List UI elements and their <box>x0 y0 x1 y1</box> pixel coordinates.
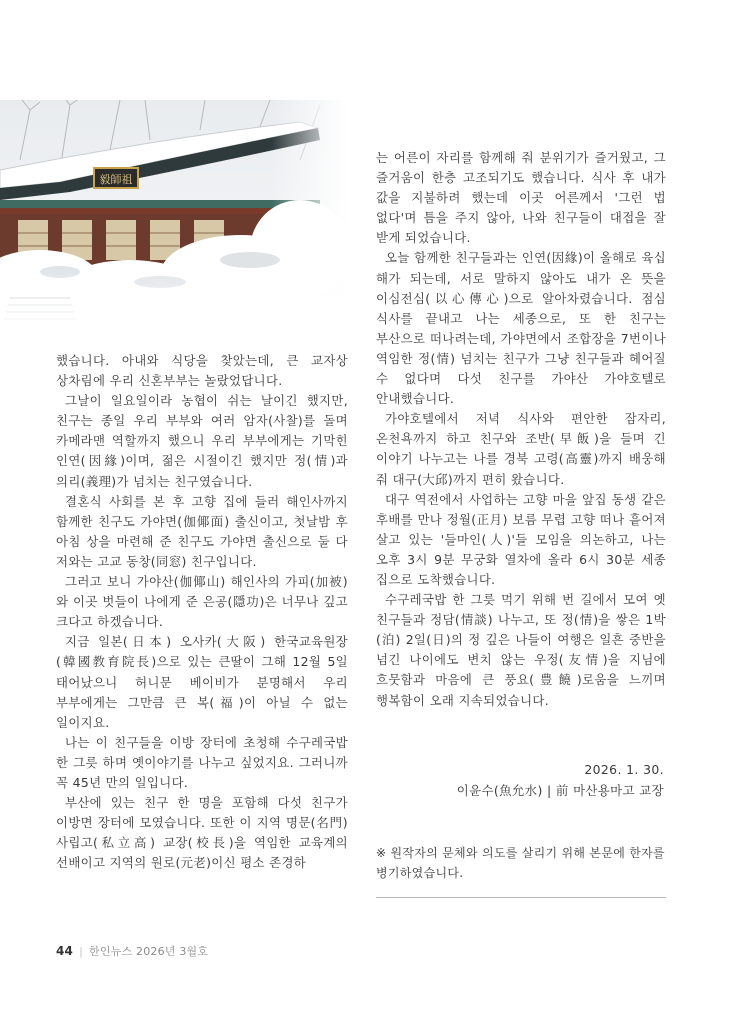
paragraph: 는 어른이 자리를 함께해 줘 분위기가 즐거웠고, 그 즐거움이 한층 고조되기도 했습니다. 식사 후 내가 값을 지불하려 했는데 이곳 어른께서 '그런 법 없다'며 틈을 주지 않아, 나와 친구들이 대접을 잘 받게 되었습니다. <box>376 150 666 246</box>
article-date: 2026. 1. 30. <box>584 762 664 777</box>
note-divider <box>376 897 666 898</box>
paragraph: 수구레국밥 한 그릇 먹기 위해 번 길에서 모여 옛 친구들과 정담(情談) 나누고, 또 정(情)을 쌓은 1박(泊) 2일(日)의 정 깊은 나들이 여행은 일흔 중반을 넘긴 나이에도 변치 않는 우정(友情)을 지님에 흐뭇함과 마음에 큰 풍요(豊饒)로움을 느끼며 행복함이 오래 지속되었습니다. <box>376 592 666 708</box>
temple-winter-photo <box>0 100 348 330</box>
paragraph: 나는 이 친구들을 이방 장터에 초청해 수구레국밥 한 그릇 하며 옛이야기를 나누고 싶었지요. 그러니까 꼭 45년 만의 일입니다. <box>56 734 348 790</box>
paragraph: 지금 일본(日本) 오사카(大阪) 한국교육원장(韓國教育院長)으로 있는 큰딸이 그해 12월 5일 태어났으니 허니문 베이비가 분명해서 우리 부부에게는 그만큼 큰 복(福)이 아닐 수 없는 일이지요. <box>56 634 348 730</box>
paragraph: 그날이 일요일이라 농협이 쉬는 날이긴 했지만, 친구는 종일 우리 부부와 여러 암자(사찰)를 돌며 카메라맨 역할까지 했으니 우리 부부에게는 기막힌 인연(因緣)이며, 젊은 시절이긴 했지만 정(情)과 의리(義理)가 넘치는 친구였습니다. <box>56 393 348 489</box>
paragraph: 오늘 함께한 친구들과는 인연(因緣)이 올해로 육십 해가 되는데, 서로 말하지 않아도 내가 온 뜻을 이심전심(以心傳心)으로 알아차렸습니다. 점심 식사를 끝내고 나는 세종으로, 또 한 친구는 부산으로 떠나려는데, 가야면에서 조합장을 7번이나 역임한 정(情) 넘치는 친구가 그냥 친구들과 헤어질 수 없다며 다섯 친구를 가야산 가야호텔로 안내했습니다. <box>376 250 666 407</box>
article-column-left <box>56 351 348 873</box>
paragraph: 했습니다. 아내와 식당을 찾았는데, 큰 교자상 상차림에 우리 신혼부부는 놀랐었답니다. <box>56 353 348 389</box>
page-number: 44 <box>56 944 74 958</box>
footer-separator: | <box>79 945 84 958</box>
paragraph: 부산에 있는 친구 한 명을 포함해 다섯 친구가 이방면 장터에 모였습니다. 또한 이 지역 명문(名門) 사립고(私立高) 교장(校長)을 역임한 교육계의 선배이고 지역의 원로(元老)이신 평소 존경하 <box>56 795 348 871</box>
author-byline: 이윤수(魚允水) | 前 마산용마고 교장 <box>456 783 664 798</box>
paragraph: 결혼식 사회를 본 후 고향 집에 들러 해인사까지 함께한 친구도 가야면(伽倻面) 출신이고, 첫날밤 후 아침 상을 마련해 준 친구도 가야면 출신으로 둘 다 저와는 고교 동창(同窓) 친구입니다. <box>56 493 348 569</box>
paragraph: 가야호텔에서 저녁 식사와 편안한 잠자리, 온천욕까지 하고 친구와 조반(早飯)을 들며 긴 이야기 나누고는 나를 경북 고령(高靈)까지 배웅해 줘 대구(大邱)까지 편히 왔습니다. <box>376 411 666 487</box>
publication-name: 한인뉴스 2026년 3월호 <box>89 945 209 958</box>
page-footer <box>56 943 208 959</box>
article-column-right <box>376 148 666 711</box>
paragraph: 대구 역전에서 사업하는 고향 마을 앞집 동생 같은 후배를 만나 정월(正月) 보름 무렵 고향 떠나 흩어져 살고 있는 '들마인(人)'들 모임을 의논하고, 나는 오후 3시 9분 무궁화 열차에 올라 6시 30분 세종 집으로 도착했습니다. <box>376 491 667 587</box>
editor-note: ※ 원작자의 문체와 의도를 살리기 위해 본문에 한자를 병기하였습니다. <box>376 846 665 880</box>
paragraph: 그러고 보니 가야산(伽倻山) 해인사의 가피(加被)와 이곳 벗들이 나에게 준 은공(隱功)은 너무나 깊고 크다고 하겠습니다. <box>56 574 348 630</box>
